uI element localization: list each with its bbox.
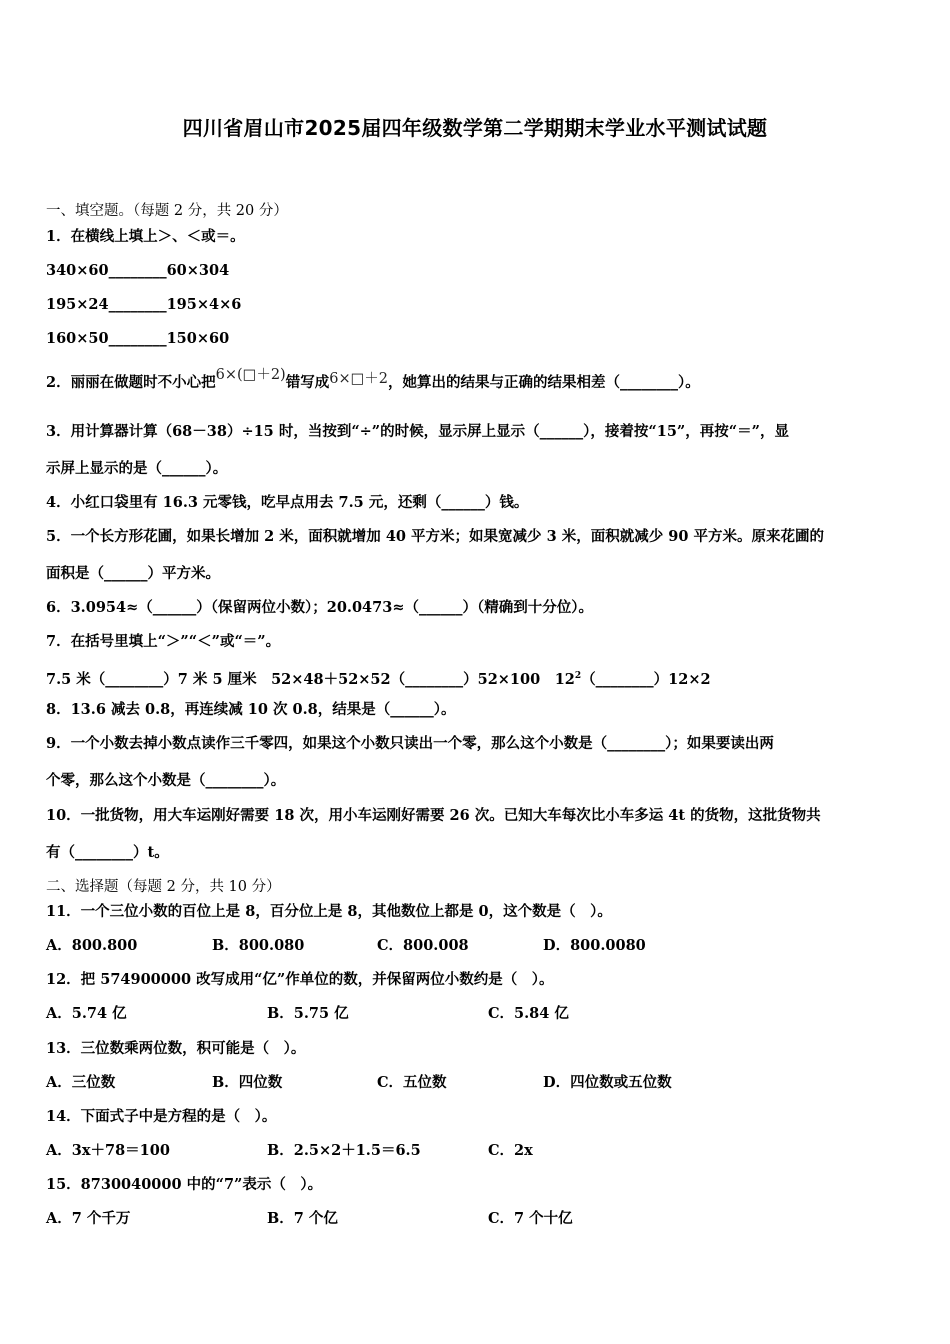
q2-mid: 错写成 bbox=[285, 374, 330, 391]
q10-line1: 10．一批货物，用大车运刚好需要 18 次，用小车运刚好需要 26 次。已知大车每次比小车多运 4t 的货物，这批货物共 bbox=[46, 807, 821, 824]
q7-row bbox=[46, 667, 711, 689]
q13-option-c[interactable]: C．五位数 bbox=[377, 1074, 447, 1091]
q12-text: 12．把 574900000 改写成用“亿”作单位的数，并保留两位小数约是（ ）。 bbox=[46, 971, 554, 988]
q15-option-a[interactable]: A．7 个千万 bbox=[46, 1210, 131, 1227]
q11-option-a[interactable]: A．800.800 bbox=[46, 937, 138, 954]
q15-text: 15．8730040000 中的“7”表示（ ）。 bbox=[46, 1176, 323, 1193]
q7-exponent: 2 bbox=[574, 671, 582, 681]
q3-line1: 3．用计算器计算（68－38）÷15 时，当按到“÷”的时候，显示屏上显示（______），接着按“15”，再按“＝”，显 bbox=[46, 423, 789, 440]
q4-text: 4．小红口袋里有 16.3 元零钱，吃早点用去 7.5 元，还剩（______）钱。 bbox=[46, 494, 529, 511]
q1-row-3: 160×50________150×60 bbox=[46, 330, 230, 347]
q1-text: 1．在横线上填上＞、＜或＝。 bbox=[46, 228, 245, 245]
q7-row-a: 7.5 米（________）7 米 5 厘米 52×48＋52×52（________）52×100 12 bbox=[46, 670, 575, 688]
q13-option-a[interactable]: A．三位数 bbox=[46, 1074, 116, 1091]
q13-option-b[interactable]: B．四位数 bbox=[212, 1074, 283, 1091]
q11-text: 11．一个三位小数的百位上是 8，百分位上是 8，其他数位上都是 0，这个数是（ ）。 bbox=[46, 903, 612, 920]
q14-option-b[interactable]: B．2.5×2＋1.5＝6.5 bbox=[267, 1142, 421, 1159]
q2-post: ，她算出的结果与正确的结果相差（________）。 bbox=[388, 374, 700, 391]
q8-text: 8．13.6 减去 0.8，再连续减 10 次 0.8，结果是（______）。 bbox=[46, 701, 456, 718]
q9-line2: 个零，那么这个小数是（________）。 bbox=[46, 772, 286, 789]
q1-row-2: 195×24________195×4×6 bbox=[46, 296, 242, 313]
q15-option-b[interactable]: B．7 个亿 bbox=[267, 1210, 338, 1227]
q2-expr-wrong: 6×□＋2 bbox=[329, 371, 389, 387]
q2-line bbox=[46, 367, 700, 392]
q11-option-d[interactable]: D．800.0080 bbox=[543, 937, 646, 954]
q13-option-d[interactable]: D．四位数或五位数 bbox=[543, 1074, 672, 1091]
q7-text: 7．在括号里填上“＞”“＜”或“＝”。 bbox=[46, 633, 281, 650]
q15-option-c[interactable]: C．7 个十亿 bbox=[488, 1210, 573, 1227]
q6-text: 6．3.0954≈（______）（保留两位小数）；20.0473≈（______）（精确到十分位）。 bbox=[46, 599, 593, 616]
q14-text: 14．下面式子中是方程的是（ ）。 bbox=[46, 1108, 277, 1125]
q1-row-1: 340×60________60×304 bbox=[46, 262, 230, 279]
page-title: 四川省眉山市2025届四年级数学第二学期期末学业水平测试试题 bbox=[182, 116, 768, 140]
q5-line2: 面积是（______）平方米。 bbox=[46, 565, 220, 582]
q14-option-a[interactable]: A．3x＋78＝100 bbox=[46, 1142, 170, 1159]
q11-option-b[interactable]: B．800.080 bbox=[212, 937, 305, 954]
q11-option-c[interactable]: C．800.008 bbox=[377, 937, 469, 954]
q13-text: 13．三位数乘两位数，积可能是（ ）。 bbox=[46, 1040, 306, 1057]
q10-line2: 有（________）t。 bbox=[46, 844, 169, 861]
q14-option-c[interactable]: C．2x bbox=[488, 1142, 533, 1159]
q2-expr-correct: 6×(□＋2) bbox=[215, 367, 286, 383]
q3-line2: 示屏上显示的是（______）。 bbox=[46, 460, 228, 477]
q7-row-b: （________）12×2 bbox=[581, 670, 711, 688]
section1-heading: 一、填空题。（每题 2 分，共 20 分） bbox=[46, 203, 288, 219]
q12-option-b[interactable]: B．5.75 亿 bbox=[267, 1005, 349, 1022]
q12-option-a[interactable]: A．5.74 亿 bbox=[46, 1005, 127, 1022]
q12-option-c[interactable]: C．5.84 亿 bbox=[488, 1005, 569, 1022]
q9-line1: 9．一个小数去掉小数点读作三千零四，如果这个小数只读出一个零，那么这个小数是（________）；如果要读出两 bbox=[46, 735, 774, 752]
q5-line1: 5．一个长方形花圃，如果长增加 2 米，面积就增加 40 平方米；如果宽减少 3 米，面积就减少 90 平方米。原来花圃的 bbox=[46, 528, 825, 545]
section2-heading: 二、选择题（每题 2 分，共 10 分） bbox=[46, 879, 281, 895]
q2-pre: 2．丽丽在做题时不小心把 bbox=[46, 374, 216, 391]
